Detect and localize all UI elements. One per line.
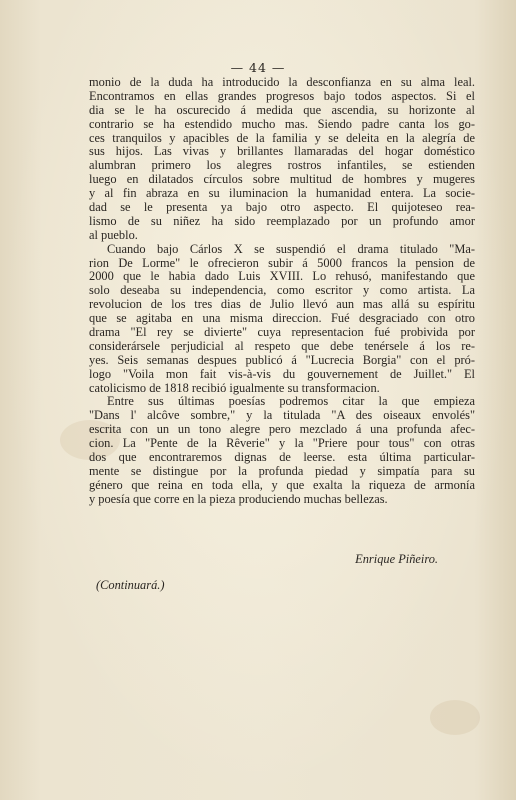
text-line: dia se le ha oscurecido á medida que ascendia, su horizonte al [89,102,475,117]
text-line: yes. Seis semanas despues publicó á "Lucrecia Borgia" con el pró- [89,352,475,367]
text-line: Encontramos en ellas grandes progresos bajo todos aspectos. Si el [89,88,475,103]
text-line: dos que encontraremos dignas de leerse. esta última particular- [89,450,475,465]
text-line: drama "El rey se divierte" cuya representacion fué probivida por [89,325,475,340]
text-line: monio de la duda ha introducido la desconfianza en su alma leal. [89,75,475,89]
text-line: cion. La "Pente de la Rêverie" y la "Priere pour tous" con otras [89,436,475,451]
text-line: ces tranquilos y apacibles de la familia y se deleita en la alegría de [89,130,475,145]
paragraph-2 [89,243,475,396]
text-line: dad se le presenta ya bajo otro aspecto. El quijoteseo rea- [89,200,475,215]
text-line: y al fin abraza en su iluminacion la humanidad entera. La socie- [89,186,475,201]
text-line: al pueblo. [89,227,138,242]
text-line: lismo de su niñez ha sido reemplazado por un profundo amor [89,213,475,228]
text-line: rion De Lorme" le ofrecieron subir á 5000 francos la pension de [89,255,475,270]
paper-stain [430,700,480,735]
text-line: solo deseaba su independencia, como escritor y como artista. La [89,283,475,298]
text-line: Cuando bajo Cárlos X se suspendió el drama titulado "Ma- [107,241,475,256]
text-line: contrario se ha estendido mucho mas. Siendo padre canta los go- [89,116,475,131]
text-line: Entre sus últimas poesías podremos citar la que empieza [107,394,475,409]
text-line: y poesía que corre en la pieza produciendo muchas bellezas. [89,491,388,506]
text-line: logo "Voila mon fait vis-à-vis du gouvernement de Juillet." El [89,366,475,381]
page-number: — 44 — [230,60,286,75]
continuation-note: (Continuará.) [96,578,165,592]
text-line: sus hijos. Las vivas y brillantes llamaradas del hogar doméstico [89,144,475,159]
text-line: revolucion de los tres dias de Julio llevó aun mas allá su espíritu [89,297,475,312]
author-signature: Enrique Piñeiro. [355,552,438,566]
text-line: considerársele perjudicial al respeto que debe tenérsele á los re- [89,338,475,353]
text-line: 2000 que le habia dado Luis XVIII. Lo rehusó, manifestando que [89,269,475,284]
text-line: alumbran primero los alegres rostros infantiles, se estienden [89,158,475,173]
text-line: mente se distingue por la profunda piedad y simpatía para su [89,463,475,478]
paragraph-3 [89,395,475,506]
text-line: "Dans l' alcôve sombre," y la titulada "A des oiseaux envolés" [89,408,475,423]
text-line: escrita con un un tono alegre pero mezclado á una profunda afec- [89,422,475,437]
text-line: luego en dilatados círculos sobre multitud de hombres y mugeres [89,172,475,187]
text-line: que se agitaba en una misma direccion. Fué desgraciado con otro [89,311,475,326]
text-line: catolicismo de 1818 recibió igualmente su transformacion. [89,380,380,395]
text-line: género que reina en toda ella, y que exalta la riqueza de armonía [89,477,475,492]
paragraph-1 [89,76,475,243]
article-body [89,76,475,507]
